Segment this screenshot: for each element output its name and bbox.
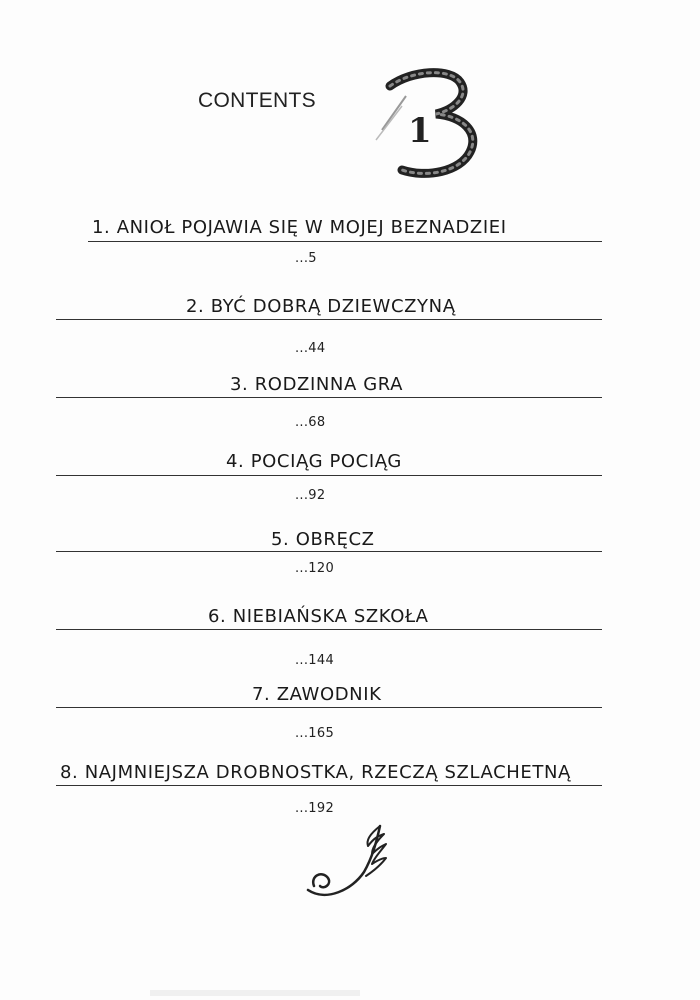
toc-page-number-1: ...5	[295, 251, 317, 266]
toc-divider	[56, 629, 602, 630]
wing-icon	[300, 820, 392, 912]
toc-entry-title-3[interactable]: 3. RODZINNA GRA	[230, 374, 404, 395]
toc-divider	[56, 785, 602, 786]
toc-entry-title-1[interactable]: 1. ANIOŁ POJAWIA SIĘ W MOJEJ BEZNADZIEI	[92, 217, 507, 238]
toc-entry-title-4[interactable]: 4. POCIĄG POCIĄG	[226, 451, 402, 472]
toc-divider	[56, 319, 602, 320]
toc-divider	[88, 241, 602, 242]
toc-entry-title-7[interactable]: 7. ZAWODNIK	[252, 684, 382, 705]
contents-heading: CONTENTS	[198, 89, 316, 112]
toc-page-number-3: ...68	[295, 415, 326, 430]
toc-entry-title-2[interactable]: 2. BYĆ DOBRĄ DZIEWCZYNĄ	[186, 296, 456, 317]
toc-entry-title-6[interactable]: 6. NIEBIAŃSKA SZKOŁA	[208, 606, 429, 627]
toc-divider	[56, 475, 602, 476]
toc-entry-title-8[interactable]: 8. NAJMNIEJSZA DROBNOSTKA, RZECZĄ SZLACHETNĄ	[60, 762, 571, 783]
page-edge-smudge	[150, 990, 360, 996]
toc-page-number-4: ...92	[295, 488, 326, 503]
toc-entry-title-5[interactable]: 5. OBRĘCZ	[271, 529, 375, 550]
toc-page-number-5: ...120	[295, 561, 335, 576]
toc-divider	[56, 551, 602, 552]
toc-page-number-8: ...192	[295, 801, 335, 816]
toc-divider	[56, 707, 602, 708]
toc-divider	[56, 397, 602, 398]
volume-number: 1	[408, 111, 432, 151]
toc-page-number-6: ...144	[295, 653, 335, 668]
volume-1-swoosh-logo	[372, 66, 492, 186]
toc-page-number-7: ...165	[295, 726, 335, 741]
toc-page-number-2: ...44	[295, 341, 326, 356]
